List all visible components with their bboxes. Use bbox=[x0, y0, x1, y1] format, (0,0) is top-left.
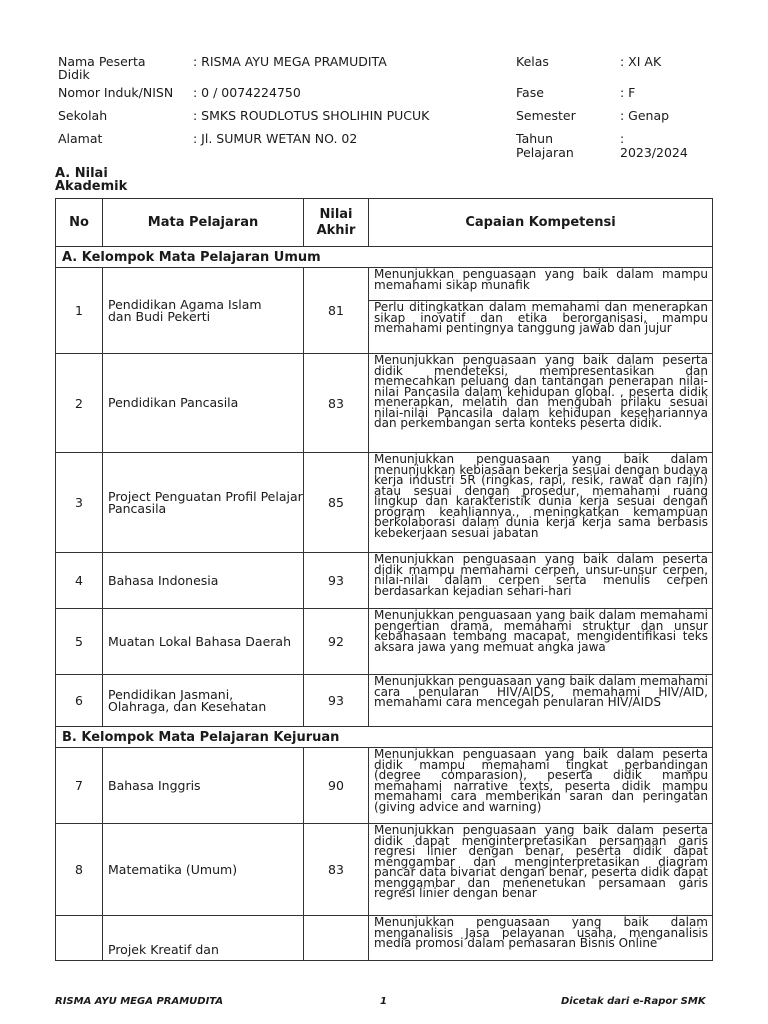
row-score: 81 bbox=[304, 268, 369, 354]
row-subject: Pendidikan Pancasila bbox=[103, 354, 304, 453]
row-no: 5 bbox=[56, 609, 103, 675]
header-score: Nilai Akhir bbox=[304, 199, 369, 247]
nisn-label: Nomor Induk/NISN bbox=[58, 85, 174, 100]
row-no: 3 bbox=[56, 453, 103, 553]
table-row bbox=[56, 553, 713, 609]
table-row bbox=[56, 268, 713, 301]
address-label: Alamat bbox=[58, 131, 103, 146]
row-competence: Menunjukkan penguasaan yang baik dalam peserta didik mendeteksi, mempresentasikan dan memecahkan peluang dan tantangan penerapan nilai-nilai Pancasila dalam kehidupan global. , peserta didik menerapkan, melatih dan mengubah prilaku sesuai nilai-nilai Pancasila dalam kehidupan kesehariannya dan perkembangan serta konteks peserta didik. bbox=[369, 354, 713, 453]
table-row bbox=[56, 824, 713, 916]
row-no: 6 bbox=[56, 675, 103, 727]
row-competence: Menunjukkan penguasaan yang baik dalam peserta didik mampu memahami cerpen, unsur-unsur cerpen, nilai-nilai dalam cerpen serta menulis cerpen berdasarkan kejadian sehari-hari bbox=[369, 553, 713, 609]
row-score: 93 bbox=[304, 553, 369, 609]
row-score: 83 bbox=[304, 354, 369, 453]
table-row bbox=[56, 916, 713, 961]
row-competence: Menunjukkan penguasaan yang baik dalam memahami cara penularan HIV/AIDS, memahami HIV/AID, memahami cara mencegah penularan HIV/AIDS bbox=[369, 675, 713, 727]
footer-student-name: RISMA AYU MEGA PRAMUDITA bbox=[55, 996, 224, 1007]
year-label: Tahun Pelajaran bbox=[516, 131, 574, 160]
row-subject: Pendidikan Jasmani, Olahraga, dan Kesehatan bbox=[103, 675, 304, 727]
row-score: 90 bbox=[304, 748, 369, 824]
table-row bbox=[56, 453, 713, 553]
row-no: 1 bbox=[56, 268, 103, 354]
row-subject: Muatan Lokal Bahasa Daerah bbox=[103, 609, 304, 675]
nisn-value: : 0 / 0074224750 bbox=[193, 85, 301, 100]
row-score: 83 bbox=[304, 824, 369, 916]
row-competence: Menunjukkan penguasaan yang baik dalam peserta didik mampu memahami tingkat perbandingan (degree comparasion), peserta didik mampu memahami narrative texts, peserta didik mampu memahami cara memberikan saran dan peringatan (giving advice and warning) bbox=[369, 748, 713, 824]
table-row bbox=[56, 675, 713, 727]
row-subject: Matematika (Umum) bbox=[103, 824, 304, 916]
row-subject: Projek Kreatif dan bbox=[103, 916, 304, 961]
row-score: 85 bbox=[304, 453, 369, 553]
row-score bbox=[304, 916, 369, 961]
semester-label: Semester bbox=[516, 108, 576, 123]
section-title: A. Nilai Akademik bbox=[55, 166, 128, 194]
group-a-label: A. Kelompok Mata Pelajaran Umum bbox=[56, 247, 713, 268]
phase-label: Fase bbox=[516, 85, 544, 100]
header-competence: Capaian Kompetensi bbox=[369, 199, 713, 247]
row-subject: Bahasa Indonesia bbox=[103, 553, 304, 609]
row-competence: Menunjukkan penguasaan yang baik dalam menganalisis Jasa pelayanan usaha, menganalisis media promosi dalam pemasaran Bisnis Online bbox=[369, 916, 713, 961]
header-no: No bbox=[56, 199, 103, 247]
row-competence: Perlu ditingkatkan dalam memahami dan menerapkan sikap inovatif dan etika berorganisasi, mampu memahami pentingnya tanggung jawab dan jujur bbox=[369, 301, 713, 354]
class-label: Kelas bbox=[516, 54, 549, 69]
row-competence: Menunjukkan penguasaan yang baik dalam peserta didik dapat menginterpretasikan persamaan garis regresi linier dengan benar, peserta didik dapat menggambar dan menginterpretasikan diagram pancar data bivariat dengan benar, peserta didik dapat menggambar dan menenetukan persamaan garis regresi linier dengan benar bbox=[369, 824, 713, 916]
grades-table bbox=[55, 198, 713, 961]
class-value: : XI AK bbox=[620, 54, 662, 69]
table-header-row bbox=[56, 199, 713, 247]
row-subject: Project Penguatan Profil Pelajar Pancasila bbox=[103, 453, 304, 553]
address-value: : Jl. SUMUR WETAN NO. 02 bbox=[193, 131, 358, 146]
row-no: 4 bbox=[56, 553, 103, 609]
phase-value: : F bbox=[620, 85, 636, 100]
row-competence: Menunjukkan penguasaan yang baik dalam mampu memahami sikap munafik bbox=[369, 268, 713, 301]
table-row bbox=[56, 748, 713, 824]
footer-page-number: 1 bbox=[380, 996, 387, 1007]
row-no: 2 bbox=[56, 354, 103, 453]
row-no: 7 bbox=[56, 748, 103, 824]
row-no: 8 bbox=[56, 824, 103, 916]
school-label: Sekolah bbox=[58, 108, 108, 123]
row-score: 93 bbox=[304, 675, 369, 727]
footer-printed-from: Dicetak dari e-Rapor SMK bbox=[561, 996, 706, 1007]
row-score: 92 bbox=[304, 609, 369, 675]
row-no bbox=[56, 916, 103, 961]
table-row bbox=[56, 354, 713, 453]
row-subject: Pendidikan Agama Islam dan Budi Pekerti bbox=[103, 268, 304, 354]
row-subject: Bahasa Inggris bbox=[103, 748, 304, 824]
group-row-a bbox=[56, 247, 713, 268]
group-row-b bbox=[56, 727, 713, 748]
table-row bbox=[56, 609, 713, 675]
year-value: : 2023/2024 bbox=[620, 131, 688, 160]
header-subject: Mata Pelajaran bbox=[103, 199, 304, 247]
student-name-value: : RISMA AYU MEGA PRAMUDITA bbox=[193, 54, 387, 69]
school-value: : SMKS ROUDLOTUS SHOLIHIN PUCUK bbox=[193, 108, 430, 123]
row-competence: Menunjukkan penguasaan yang baik dalam memahami pengertian drama, memahami struktur dan unsur kebahasaan tembang macapat, mengidentifikasi teks aksara jawa yang memuat angka jawa bbox=[369, 609, 713, 675]
row-competence: Menunjukkan penguasaan yang baik dalam menunjukkan kebiasaan bekerja sesuai dengan budaya kerja industri 5R (ringkas, rapi, resik, rawat dan rajin) atau sesuai dengan prosedur, memahami ruang lingkup dan karakteristik dunia kerja sesuai dengan program keahliannya., meningkatkan kemampuan berkolaborasi dalam dunia kerja kerja sama berbasis kebekerjaan sesuai jabatan bbox=[369, 453, 713, 553]
student-name-label: Nama Peserta Didik bbox=[58, 54, 146, 82]
group-b-label: B. Kelompok Mata Pelajaran Kejuruan bbox=[56, 727, 713, 748]
semester-value: : Genap bbox=[620, 108, 670, 123]
